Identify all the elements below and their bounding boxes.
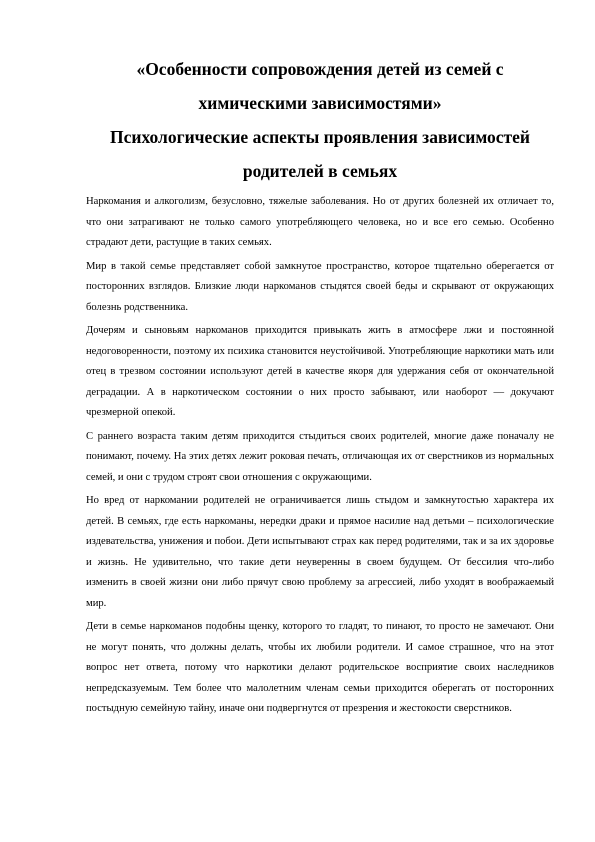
paragraph: Дочерям и сыновьям наркоманов приходится привыкать жить в атмосфере лжи и постоянной недоговоренности, поэтому их психика становится неустойчивой. Употребляющие наркотики мать или отец в трезвом состоянии используют детей в качестве якоря для удержания себя от окончательной деградации. А в наркотическом состоянии о них просто забывают, или наоборот — докучают чрезмерной опекой. [86,325,554,418]
document-page [86,52,554,723]
paragraph: Наркомания и алкоголизм, безусловно, тяжелые заболевания. Но от других болезней их отличает то, что они затрагивают не только самого употребляющего человека, но и все его семью. Особенно страдают дети, растущие в таких семьях. [86,196,554,248]
paragraph: Но вред от наркомании родителей не ограничивается лишь стыдом и замкнутостью характера их детей. В семьях, где есть наркоманы, нередки драки и прямое насилие над детьми – психологические издевательства, унижения и побои. Дети испытывают страх как перед родителями, так и за их здоровье и жизнь. Не удивительно, что такие дети неуверенны в своем будущем. От бессилия что-либо изменить в своей жизни они либо прячут свою проблему за агрессией, либо уходят в воображаемый мир. [86,495,554,609]
paragraph: Мир в такой семье представляет собой замкнутое пространство, которое тщательно оберегается от посторонних взглядов. Близкие люди наркоманов стыдятся своей беды и скрывают от окружающих болезнь родственника. [86,260,554,313]
document-title: «Особенности сопровождения детей из семей с химическими зависимостями» [136,59,504,113]
paragraph: Дети в семье наркоманов подобны щенку, которого то гладят, то пинают, то просто не замечают. Они не могут понять, что должны делать, чтобы их любили родители. И самое страшное, что на этот вопрос нет ответа, потому что наркотики делают родительское восприятие своих наследников непредсказуемым. Тем более что малолетним членам семьи приходится оберегать от посторонних постыдную семейную тайну, иначе они подвергнутся от презрения и жестокости сверстников. [86,621,554,714]
document-subtitle: Психологические аспекты проявления зависимостей родителей в семьях [109,127,530,181]
paragraph: С раннего возраста таким детям приходится стыдиться своих родителей, многие даже поначалу не понимают, почему. На этих детях лежит роковая печать, отличающая их от сверстников из нормальных семей, и они с трудом строят свои отношения с окружающими. [86,430,554,483]
